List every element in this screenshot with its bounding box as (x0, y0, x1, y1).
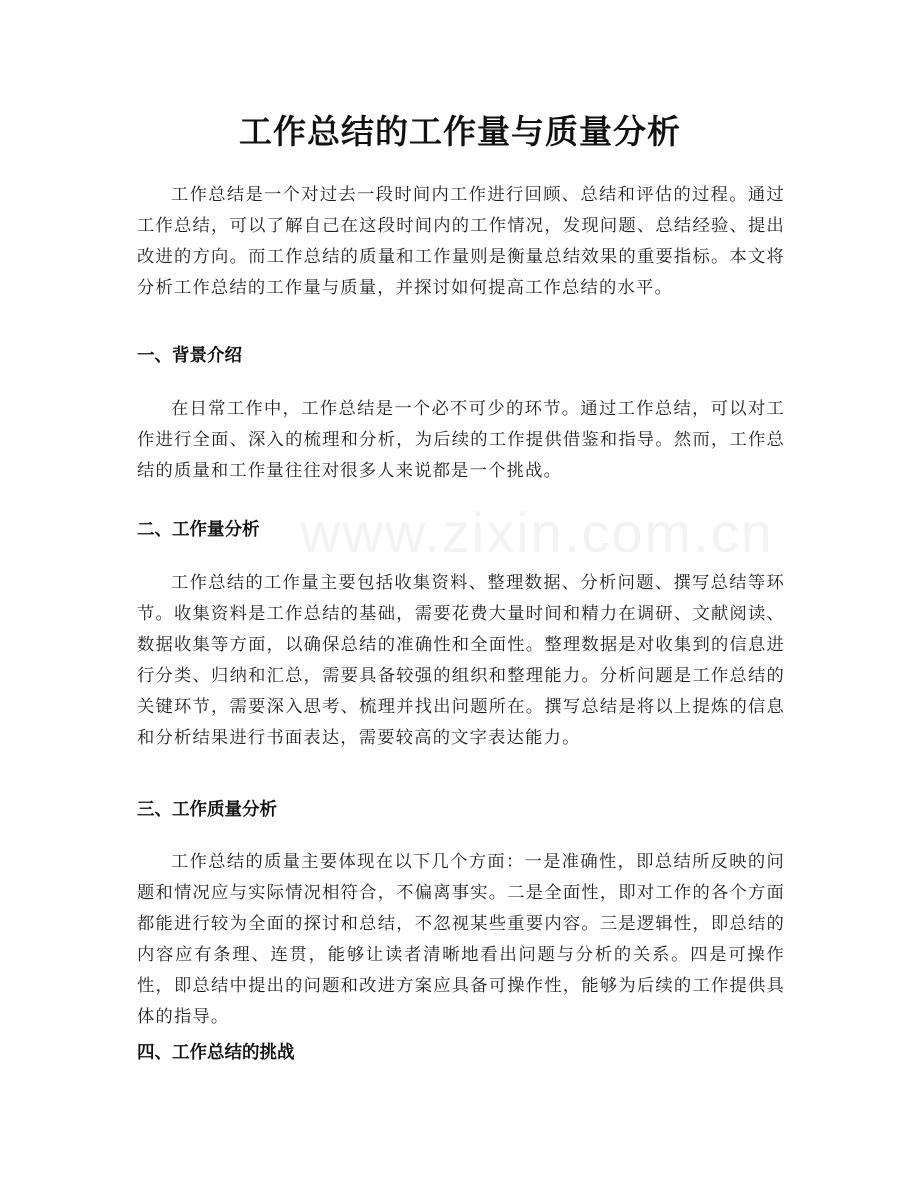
watermark: www.zixin.com.cn (300, 501, 774, 564)
section-heading-background: 一、背景介绍 (137, 346, 242, 366)
section-heading-quality: 三、工作质量分析 (137, 800, 277, 820)
section-body-workload: 工作总结的工作量主要包括收集资料、整理数据、分析问题、撰写总结等环节。收集资料是工作总结的基础，需要花费大量时间和精力在调研、文献阅读、数据收集等方面，以确保总结的准确性和全面性。整理数据是对收集到的信息进行分类、归纳和汇总，需要具备较强的组织和整理能力。分析问题是工作总结的关键环节，需要深入思考、梳理并找出问题所在。撰写总结是将以上提炼的信息和分析结果进行书面表达，需要较高的文字表达能力。 (137, 573, 785, 748)
intro-paragraph: 工作总结是一个对过去一段时间内工作进行回顾、总结和评估的过程。通过工作总结，可以了解自己在这段时间内的工作情况，发现问题、总结经验、提出改进的方向。而工作总结的质量和工作量则是衡量总结效果的重要指标。本文将分析工作总结的工作量与质量，并探讨如何提高工作总结的水平。 (137, 185, 785, 298)
section-body-quality: 工作总结的质量主要体现在以下几个方面：一是准确性，即总结所反映的问题和情况应与实际情况相符合，不偏离事实。二是全面性，即对工作的各个方面都能进行较为全面的探讨和总结，不忽视某些重要内容。三是逻辑性，即总结的内容应有条理、连贯，能够让读者清晰地看出问题与分析的关系。四是可操作性，即总结中提出的问题和改进方案应具备可操作性，能够为后续的工作提供具体的指导。 (137, 852, 785, 1027)
document-title: 工作总结的工作量与质量分析 (239, 112, 681, 151)
section-heading-workload: 二、工作量分析 (137, 520, 260, 540)
section-body-background: 在日常工作中，工作总结是一个必不可少的环节。通过工作总结，可以对工作进行全面、深入的梳理和分析，为后续的工作提供借鉴和指导。然而，工作总结的质量和工作量往往对很多人来说都是一个挑战。 (137, 399, 785, 481)
section-heading-challenges: 四、工作总结的挑战 (137, 1043, 295, 1063)
